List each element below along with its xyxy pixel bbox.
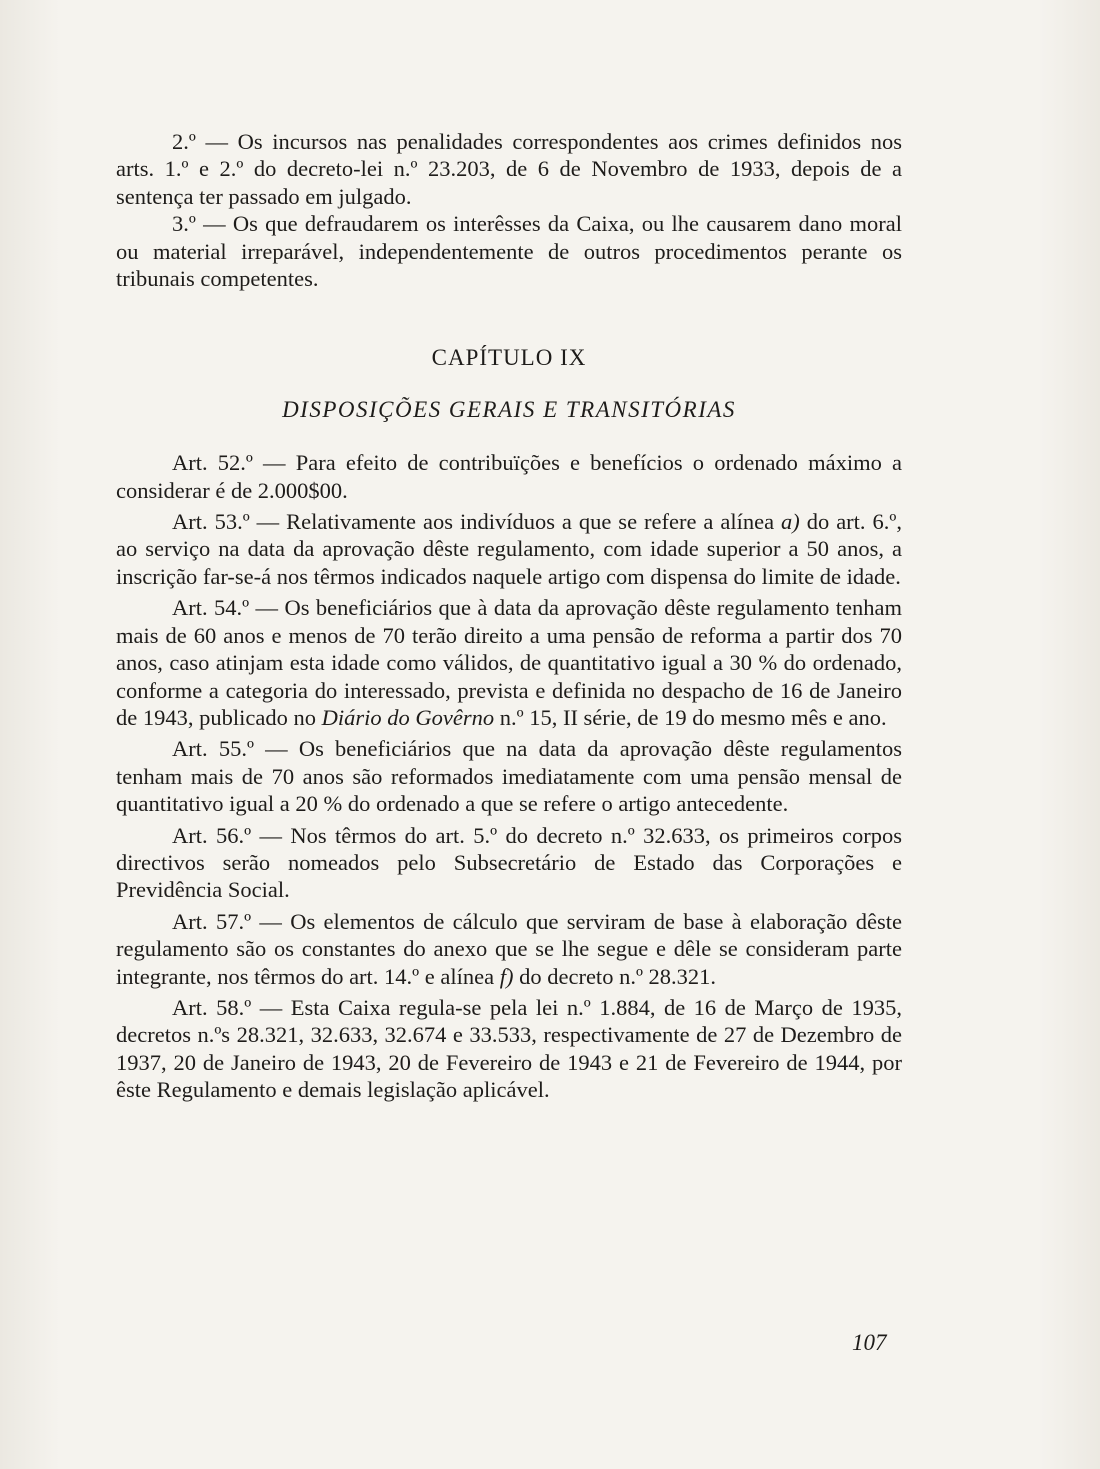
body-text xyxy=(116,128,902,1108)
article-53-text-a: Art. 53.º — Relativamente aos indivíduos a que se refere a alínea xyxy=(172,509,782,535)
article-55: Art. 55.º — Os beneficiários que na data da aprovação dêste regulamentos tenham mais de 70 anos são reformados imediatamente com uma pensão mensal de quantitativo igual a 20 % do ordenado a que se refere o artigo antecedente. xyxy=(116,736,902,817)
article-57-text-c: do decreto n.º 28.321. xyxy=(513,963,717,989)
chapter-title: CAPÍTULO IX xyxy=(431,345,587,371)
article-53 xyxy=(116,508,902,590)
article-53-alinea: a) xyxy=(781,509,800,535)
chapter-subtitle: DISPOSIÇÕES GERAIS E TRANSITÓRIAS xyxy=(282,396,736,422)
paragraph-item-2: 2.º — Os incursos nas penalidades correspondentes aos crimes definidos nos arts. 1.º e 2.º do decreto-lei n.º 23.203, de 6 de Novembro de 1933, depois de a sentença ter passado em julgado. xyxy=(116,129,902,209)
article-54 xyxy=(116,594,902,731)
article-56: Art. 56.º — Nos têrmos do art. 5.º do decreto n.º 32.633, os primeiros corpos directivos serão nomeados pelo Subsecretário de Estado das Corporações e Previdência Social. xyxy=(116,822,902,903)
article-57-alinea: f) xyxy=(499,963,514,989)
article-58: Art. 58.º — Esta Caixa regula-se pela lei n.º 1.884, de 16 de Março de 1935, decretos n.ºs 28.321, 32.633, 32.674 e 33.533, respectivamente de 27 de Dezembro de 1937, 20 de Janeiro de 1943, 20 de Fevereiro de 1943 e 21 de Fevereiro de 1944, por êste Regulamento e demais legislação aplicável. xyxy=(116,994,902,1103)
page-number: 107 xyxy=(852,1330,887,1355)
paragraph-item-3: 3.º — Os que defraudarem os interêsses da Caixa, ou lhe causarem dano moral ou material irreparável, independentemente de outros procedimentos perante os tribunais competentes. xyxy=(116,211,902,292)
article-57 xyxy=(116,908,902,990)
article-52: Art. 52.º — Para efeito de contribuïções e benefícios o ordenado máximo a considerar é de 2.000$00. xyxy=(116,450,902,503)
article-54-publication: Diário do Govêrno xyxy=(321,704,495,730)
article-53-text-c: do art. 6.º, ao serviço na data da aprovação dêste regulamento, com idade superior a 50 anos, a inscrição far-se-á nos têrmos indicados naquele artigo com dispensa do limite de idade. xyxy=(116,509,902,589)
article-57-text-a: Art. 57.º — Os elementos de cálculo que serviram de base à elaboração dêste regulamento são os constantes do anexo que se lhe segue e dêle se consideram parte integrante, nos têrmos do art. 14.º e alínea xyxy=(116,908,902,989)
article-54-text-c: n.º 15, II série, de 19 do mesmo mês e ano. xyxy=(494,704,887,730)
article-54-text-a: Art. 54.º — Os beneficiários que à data da aprovação dêste regulamento tenham mais de 60 anos e menos de 70 terão direito a uma pensão de reforma a partir dos 70 anos, caso atinjam esta idade como válidos, de quantitativo igual a 30 % do ordenado, conforme a categoria do interessado, prevista e definida no despacho de 16 de Janeiro de 1943, publicado no xyxy=(116,595,902,730)
